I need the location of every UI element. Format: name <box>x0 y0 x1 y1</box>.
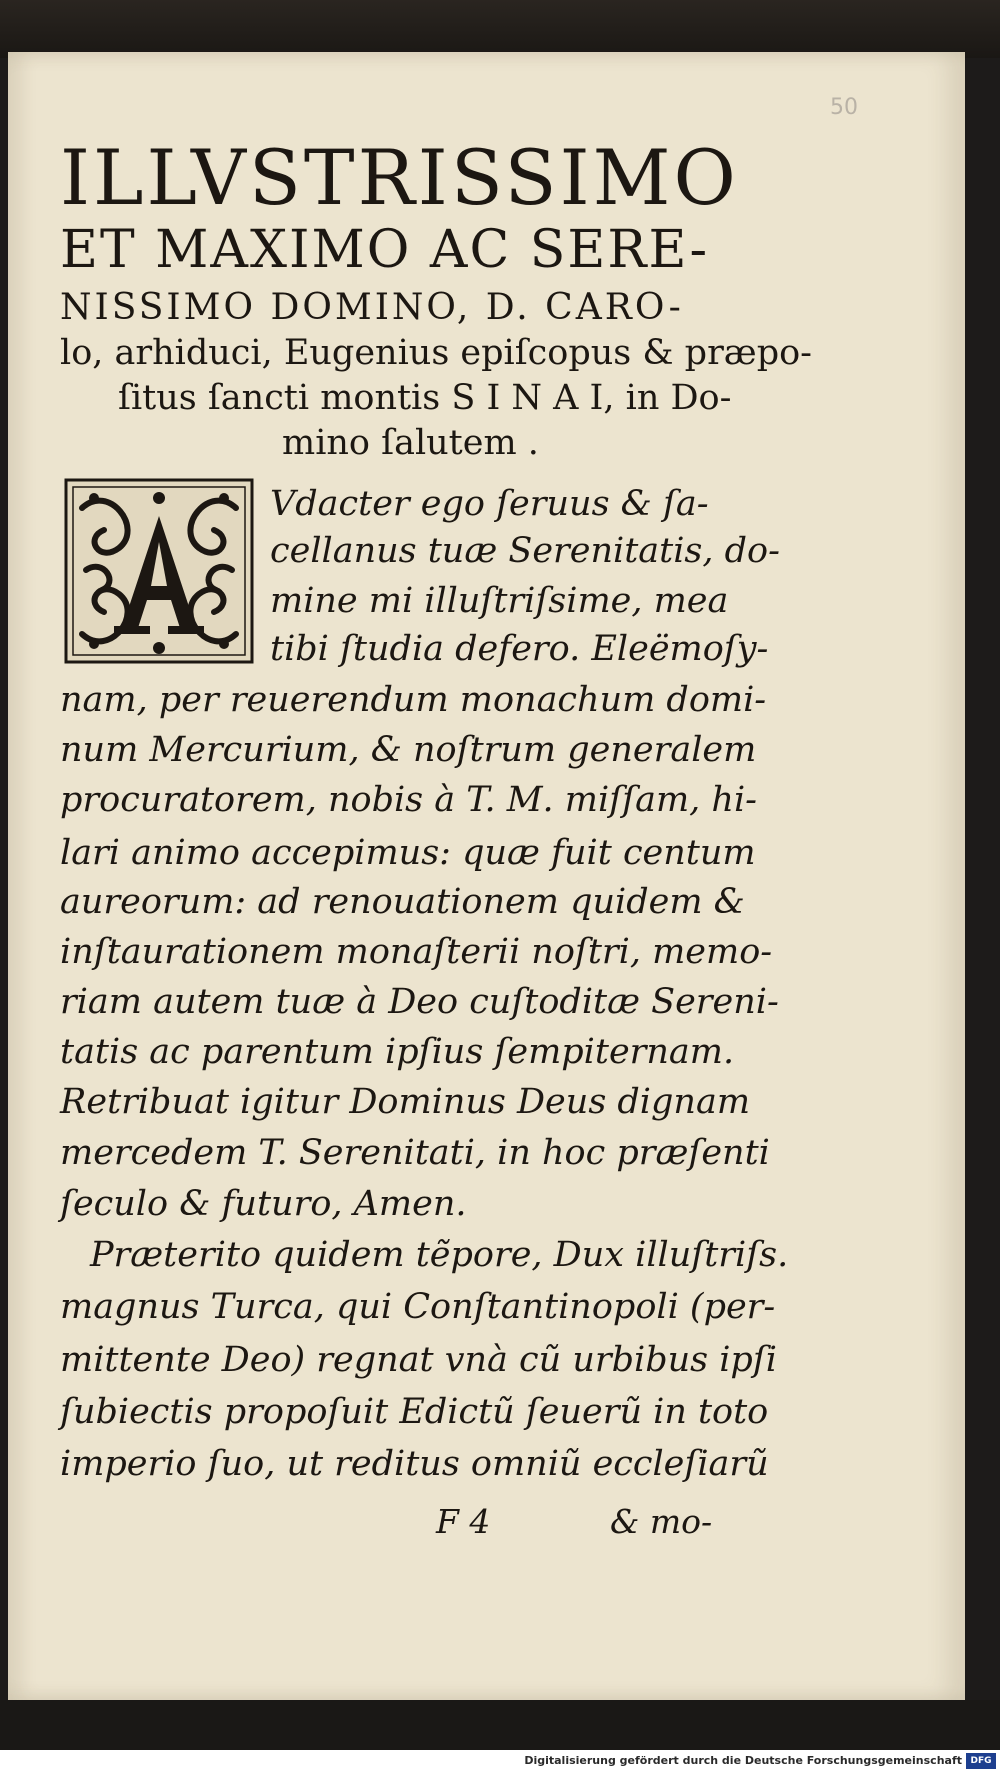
text-line: num Mercurium, & noſtrum generalem <box>60 730 757 770</box>
page-top-edge <box>0 0 1000 58</box>
text-line: procuratorem, nobis à T. M. miſſam, hi- <box>60 780 757 820</box>
text-line: tatis ac parentum ipſius ſempiternam. <box>60 1032 735 1072</box>
text-line: cellanus tuæ Serenitatis, do- <box>270 531 780 571</box>
funding-credit: Digitalisierung gefördert durch die Deutsche Forschungsgemeinschaft <box>524 1754 962 1767</box>
footer-bar <box>0 1750 1000 1773</box>
text-line: Retribuat igitur Dominus Deus dignam <box>60 1082 751 1122</box>
title-line: NISSIMO DOMINO, D. CARO- <box>60 287 684 328</box>
title-line: ET MAXIMO AC SERE- <box>60 220 710 280</box>
signature-mark: F 4 <box>436 1502 491 1541</box>
title-line: lo, arhiduci, Eugenius epiſcopus & præpo- <box>60 333 813 373</box>
dfg-logo: DFG <box>966 1753 996 1769</box>
text-line: mittente Deo) regnat vnà cũ urbibus ipſi <box>60 1340 777 1380</box>
text-line: ſubiectis propoſuit Edictũ ſeuerũ in toto <box>60 1392 769 1432</box>
ornamental-initial-icon <box>64 478 254 664</box>
text-line: inſtaurationem monaſterii noſtri, memo- <box>60 932 773 972</box>
text-line: mercedem T. Serenitati, in hoc præſenti <box>60 1133 770 1173</box>
text-line: ſeculo & futuro, Amen. <box>60 1184 467 1224</box>
text-line: lari animo accepimus: quæ fuit centum <box>60 833 756 873</box>
text-line: nam, per reuerendum monachum domi- <box>60 680 767 720</box>
text-line: magnus Turca, qui Conſtantinopoli (per- <box>60 1287 776 1327</box>
text-line: tibi ſtudia defero. Eleëmoſy- <box>270 629 769 669</box>
decorated-initial <box>64 478 254 664</box>
scan-background <box>0 1700 1000 1750</box>
title-line: mino ſalutem . <box>282 423 539 463</box>
title-line: ILLVSTRISSIMO <box>60 133 739 222</box>
text-line: riam autem tuæ à Deo cuſtoditæ Sereni- <box>60 982 779 1022</box>
text-line: aureorum: ad renouationem quidem & <box>60 882 745 922</box>
text-line: imperio ſuo, ut reditus omniũ eccleſiarũ <box>60 1444 769 1484</box>
folio-mark: 50 <box>830 95 858 120</box>
dedication-title <box>60 133 813 463</box>
text-line: Vdacter ego ſeruus & ſa- <box>270 484 709 524</box>
catchword: & mo- <box>610 1502 713 1541</box>
text-line: Præterito quidem tẽpore, Dux illuſtriſs. <box>90 1235 789 1275</box>
title-line: ſitus ſancti montis S I N A I, in Do- <box>118 378 732 418</box>
text-line: mine mi illuſtriſsime, mea <box>270 581 729 621</box>
